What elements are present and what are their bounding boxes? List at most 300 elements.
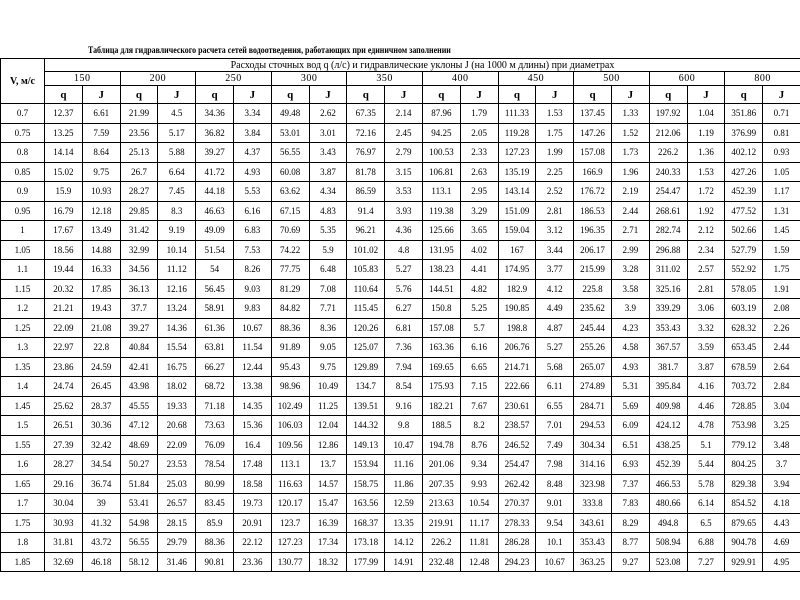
j-cell: 23.53: [158, 455, 196, 475]
q-cell: 66.27: [196, 357, 234, 377]
j-cell: 18.58: [233, 474, 271, 494]
diameter-header-row: [1, 72, 800, 86]
q-cell: 50.27: [120, 455, 158, 475]
q-cell: 245.44: [574, 318, 612, 338]
q-header: q: [498, 86, 536, 104]
j-cell: 4.43: [763, 513, 800, 533]
q-cell: 246.52: [498, 435, 536, 455]
j-cell: 1.91: [763, 279, 800, 299]
q-cell: 314.16: [574, 455, 612, 475]
q-cell: 240.33: [649, 162, 687, 182]
j-cell: 4.34: [309, 182, 347, 202]
q-cell: 26.51: [45, 416, 83, 436]
table-row: [1, 123, 800, 143]
velocity-cell: 1.1: [1, 260, 45, 280]
j-cell: 36.74: [82, 474, 120, 494]
table-row: [1, 318, 800, 338]
j-cell: 8.3: [158, 201, 196, 221]
q-cell: 466.53: [649, 474, 687, 494]
j-cell: 14.57: [309, 474, 347, 494]
q-cell: 63.62: [271, 182, 309, 202]
j-cell: 12.04: [309, 416, 347, 436]
j-cell: 6.93: [611, 455, 649, 475]
q-cell: 51.84: [120, 474, 158, 494]
j-cell: 23.36: [233, 552, 271, 572]
j-cell: 5.17: [158, 123, 196, 143]
q-cell: 39.27: [196, 143, 234, 163]
j-cell: 12.59: [385, 494, 423, 514]
j-cell: 9.83: [233, 299, 271, 319]
j-cell: 13.38: [233, 377, 271, 397]
q-cell: 123.7: [271, 513, 309, 533]
q-cell: 235.62: [574, 299, 612, 319]
q-header: q: [271, 86, 309, 104]
table-row: [1, 357, 800, 377]
j-cell: 14.88: [82, 240, 120, 260]
j-cell: 15.36: [233, 416, 271, 436]
q-cell: 151.09: [498, 201, 536, 221]
j-cell: 9.75: [309, 357, 347, 377]
q-cell: 311.02: [649, 260, 687, 280]
q-cell: 929.91: [725, 552, 763, 572]
q-cell: 166.9: [574, 162, 612, 182]
q-cell: 29.85: [120, 201, 158, 221]
j-cell: 2.44: [763, 338, 800, 358]
diameter-header: 600: [649, 72, 725, 86]
table-row: [1, 279, 800, 299]
table-row: [1, 435, 800, 455]
q-cell: 119.28: [498, 123, 536, 143]
j-cell: 3.12: [536, 221, 574, 241]
q-cell: 56.55: [120, 533, 158, 553]
q-cell: 225.8: [574, 279, 612, 299]
j-cell: 6.55: [536, 396, 574, 416]
j-cell: 2.12: [687, 221, 725, 241]
q-cell: 174.95: [498, 260, 536, 280]
q-cell: 54.98: [120, 513, 158, 533]
j-cell: 3.9: [611, 299, 649, 319]
hydraulic-table-container: [0, 58, 800, 572]
table-row: [1, 494, 800, 514]
velocity-cell: 1.05: [1, 240, 45, 260]
velocity-cell: 1.35: [1, 357, 45, 377]
q-cell: 829.38: [725, 474, 763, 494]
q-cell: 43.98: [120, 377, 158, 397]
j-cell: 16.75: [158, 357, 196, 377]
q-cell: 96.21: [347, 221, 385, 241]
q-cell: 176.72: [574, 182, 612, 202]
j-cell: 4.37: [233, 143, 271, 163]
q-cell: 84.82: [271, 299, 309, 319]
q-cell: 56.55: [271, 143, 309, 163]
q-cell: 44.18: [196, 182, 234, 202]
j-cell: 2.14: [385, 104, 423, 124]
q-cell: 198.8: [498, 318, 536, 338]
q-cell: 343.61: [574, 513, 612, 533]
j-cell: 21.08: [82, 318, 120, 338]
j-cell: 4.93: [233, 162, 271, 182]
velocity-cell: 0.8: [1, 143, 45, 163]
q-cell: 109.56: [271, 435, 309, 455]
q-cell: 502.66: [725, 221, 763, 241]
q-cell: 296.88: [649, 240, 687, 260]
q-cell: 31.81: [45, 533, 83, 553]
j-cell: 11.25: [309, 396, 347, 416]
q-cell: 63.81: [196, 338, 234, 358]
q-cell: 22.97: [45, 338, 83, 358]
j-cell: 17.34: [309, 533, 347, 553]
j-cell: 3.29: [460, 201, 498, 221]
velocity-cell: 1.45: [1, 396, 45, 416]
j-cell: 3.04: [763, 396, 800, 416]
q-cell: 125.66: [422, 221, 460, 241]
j-cell: 3.28: [611, 260, 649, 280]
q-cell: 49.09: [196, 221, 234, 241]
q-cell: 262.42: [498, 474, 536, 494]
q-cell: 381.7: [649, 357, 687, 377]
q-cell: 438.25: [649, 435, 687, 455]
q-cell: 91.4: [347, 201, 385, 221]
j-cell: 32.42: [82, 435, 120, 455]
j-cell: 0.71: [763, 104, 800, 124]
q-cell: 111.33: [498, 104, 536, 124]
q-cell: 34.36: [196, 104, 234, 124]
q-cell: 78.54: [196, 455, 234, 475]
q-cell: 81.29: [271, 279, 309, 299]
j-cell: 29.79: [158, 533, 196, 553]
q-cell: 32.99: [120, 240, 158, 260]
q-cell: 102.49: [271, 396, 309, 416]
j-cell: 4.8: [385, 240, 423, 260]
j-cell: 3.87: [309, 162, 347, 182]
q-cell: 201.06: [422, 455, 460, 475]
j-cell: 14.91: [385, 552, 423, 572]
j-cell: 2.64: [763, 357, 800, 377]
j-cell: 11.16: [385, 455, 423, 475]
q-cell: 36.13: [120, 279, 158, 299]
j-cell: 4.23: [611, 318, 649, 338]
q-cell: 182.9: [498, 279, 536, 299]
j-header: J: [536, 86, 574, 104]
q-cell: 98.96: [271, 377, 309, 397]
q-cell: 153.94: [347, 455, 385, 475]
j-cell: 4.58: [611, 338, 649, 358]
j-cell: 4.12: [536, 279, 574, 299]
diameter-header: 800: [725, 72, 800, 86]
table-caption: Расходы сточных вод q (л/с) и гидравлические уклоны J (на 1000 м длины) при диаметрах: [45, 59, 800, 72]
diameter-header: 350: [347, 72, 423, 86]
j-cell: 5.78: [687, 474, 725, 494]
j-cell: 16.4: [233, 435, 271, 455]
j-cell: 13.7: [309, 455, 347, 475]
j-cell: 31.46: [158, 552, 196, 572]
q-cell: 144.32: [347, 416, 385, 436]
q-cell: 854.52: [725, 494, 763, 514]
hydraulic-table: [0, 58, 800, 572]
j-cell: 16.33: [82, 260, 120, 280]
j-cell: 39: [82, 494, 120, 514]
q-cell: 39.27: [120, 318, 158, 338]
q-cell: 363.25: [574, 552, 612, 572]
j-cell: 3.43: [309, 143, 347, 163]
q-cell: 74.22: [271, 240, 309, 260]
q-cell: 254.47: [498, 455, 536, 475]
q-cell: 552.92: [725, 260, 763, 280]
j-cell: 1.75: [763, 260, 800, 280]
j-cell: 7.27: [687, 552, 725, 572]
table-row: [1, 416, 800, 436]
q-cell: 88.36: [271, 318, 309, 338]
j-cell: 3.01: [309, 123, 347, 143]
j-cell: 18.32: [309, 552, 347, 572]
j-cell: 9.05: [309, 338, 347, 358]
j-cell: 7.53: [233, 240, 271, 260]
velocity-cell: 1.7: [1, 494, 45, 514]
q-cell: 678.59: [725, 357, 763, 377]
j-cell: 11.86: [385, 474, 423, 494]
j-cell: 4.5: [158, 104, 196, 124]
q-cell: 294.53: [574, 416, 612, 436]
q-cell: 20.32: [45, 279, 83, 299]
q-cell: 53.01: [271, 123, 309, 143]
q-cell: 265.07: [574, 357, 612, 377]
j-cell: 2.44: [611, 201, 649, 221]
j-cell: 3.58: [611, 279, 649, 299]
q-cell: 207.35: [422, 474, 460, 494]
j-cell: 10.49: [309, 377, 347, 397]
j-header: J: [460, 86, 498, 104]
q-cell: 41.72: [196, 162, 234, 182]
j-cell: 4.41: [460, 260, 498, 280]
q-cell: 173.18: [347, 533, 385, 553]
q-cell: 188.5: [422, 416, 460, 436]
j-cell: 7.37: [611, 474, 649, 494]
j-cell: 10.54: [460, 494, 498, 514]
j-cell: 1.33: [611, 104, 649, 124]
j-cell: 19.43: [82, 299, 120, 319]
j-cell: 26.45: [82, 377, 120, 397]
q-cell: 110.64: [347, 279, 385, 299]
j-cell: 2.62: [309, 104, 347, 124]
j-cell: 6.16: [460, 338, 498, 358]
qj-header-row: [1, 86, 800, 104]
j-cell: 8.54: [385, 377, 423, 397]
j-cell: 7.98: [536, 455, 574, 475]
j-cell: 1.72: [687, 182, 725, 202]
q-cell: 22.09: [45, 318, 83, 338]
j-cell: 1.92: [687, 201, 725, 221]
q-cell: 232.48: [422, 552, 460, 572]
q-cell: 119.38: [422, 201, 460, 221]
j-cell: 9.34: [460, 455, 498, 475]
velocity-cell: 1.25: [1, 318, 45, 338]
j-cell: 3.48: [763, 435, 800, 455]
q-header: q: [45, 86, 83, 104]
j-cell: 6.88: [687, 533, 725, 553]
q-cell: 163.36: [422, 338, 460, 358]
q-cell: 230.61: [498, 396, 536, 416]
q-cell: 129.89: [347, 357, 385, 377]
q-cell: 325.16: [649, 279, 687, 299]
q-cell: 48.69: [120, 435, 158, 455]
q-cell: 100.53: [422, 143, 460, 163]
j-cell: 2.57: [687, 260, 725, 280]
velocity-cell: 1.3: [1, 338, 45, 358]
j-cell: 4.87: [536, 318, 574, 338]
q-cell: 527.79: [725, 240, 763, 260]
table-row: [1, 338, 800, 358]
q-cell: 523.08: [649, 552, 687, 572]
j-cell: 7.45: [158, 182, 196, 202]
q-cell: 34.56: [120, 260, 158, 280]
q-cell: 255.26: [574, 338, 612, 358]
q-cell: 86.59: [347, 182, 385, 202]
q-header: q: [422, 86, 460, 104]
j-cell: 8.76: [460, 435, 498, 455]
q-cell: 213.63: [422, 494, 460, 514]
q-cell: 25.13: [120, 143, 158, 163]
j-header: J: [233, 86, 271, 104]
velocity-cell: 1.65: [1, 474, 45, 494]
velocity-cell: 1.4: [1, 377, 45, 397]
j-cell: 4.69: [763, 533, 800, 553]
q-cell: 143.14: [498, 182, 536, 202]
q-cell: 138.23: [422, 260, 460, 280]
table-row: [1, 513, 800, 533]
j-cell: 30.36: [82, 416, 120, 436]
j-cell: 3.44: [536, 240, 574, 260]
q-cell: 60.08: [271, 162, 309, 182]
table-row: [1, 552, 800, 572]
j-cell: 5.7: [460, 318, 498, 338]
j-cell: 7.71: [309, 299, 347, 319]
j-cell: 9.93: [460, 474, 498, 494]
q-cell: 27.39: [45, 435, 83, 455]
q-cell: 73.63: [196, 416, 234, 436]
j-cell: 4.93: [611, 357, 649, 377]
j-cell: 13.24: [158, 299, 196, 319]
j-cell: 1.45: [763, 221, 800, 241]
q-cell: 167: [498, 240, 536, 260]
q-cell: 28.27: [45, 455, 83, 475]
q-cell: 175.93: [422, 377, 460, 397]
j-cell: 13.49: [82, 221, 120, 241]
q-cell: 274.89: [574, 377, 612, 397]
j-cell: 4.16: [687, 377, 725, 397]
j-cell: 13.35: [385, 513, 423, 533]
j-cell: 2.71: [611, 221, 649, 241]
q-cell: 353.43: [574, 533, 612, 553]
j-cell: 1.04: [687, 104, 725, 124]
q-cell: 879.65: [725, 513, 763, 533]
table-row: [1, 474, 800, 494]
j-cell: 4.78: [687, 416, 725, 436]
q-cell: 278.33: [498, 513, 536, 533]
document-title: Таблица для гидравлического расчета сетей водоотведения, работающих при единичном заполнении: [88, 45, 451, 55]
j-cell: 43.72: [82, 533, 120, 553]
j-cell: 18.02: [158, 377, 196, 397]
j-cell: 5.44: [687, 455, 725, 475]
q-cell: 779.12: [725, 435, 763, 455]
j-cell: 11.12: [158, 260, 196, 280]
q-cell: 182.21: [422, 396, 460, 416]
velocity-cell: 1.55: [1, 435, 45, 455]
j-cell: 3.34: [233, 104, 271, 124]
j-cell: 6.27: [385, 299, 423, 319]
j-cell: 5.1: [687, 435, 725, 455]
j-cell: 1.31: [763, 201, 800, 221]
q-cell: 157.08: [422, 318, 460, 338]
table-row: [1, 299, 800, 319]
velocity-cell: 1.2: [1, 299, 45, 319]
q-cell: 753.98: [725, 416, 763, 436]
j-cell: 6.61: [82, 104, 120, 124]
j-header: J: [309, 86, 347, 104]
q-cell: 25.62: [45, 396, 83, 416]
velocity-cell: 0.85: [1, 162, 45, 182]
velocity-cell: 0.7: [1, 104, 45, 124]
velocity-cell: 0.9: [1, 182, 45, 202]
q-cell: 17.67: [45, 221, 83, 241]
q-cell: 169.65: [422, 357, 460, 377]
q-cell: 120.26: [347, 318, 385, 338]
j-cell: 12.18: [82, 201, 120, 221]
q-cell: 13.25: [45, 123, 83, 143]
velocity-cell: 1: [1, 221, 45, 241]
j-cell: 7.67: [460, 396, 498, 416]
q-cell: 653.45: [725, 338, 763, 358]
j-cell: 2.34: [687, 240, 725, 260]
velocity-cell: 0.75: [1, 123, 45, 143]
q-cell: 215.99: [574, 260, 612, 280]
q-cell: 36.82: [196, 123, 234, 143]
j-cell: 3.94: [763, 474, 800, 494]
table-row: [1, 533, 800, 553]
q-cell: 61.36: [196, 318, 234, 338]
j-cell: 5.35: [309, 221, 347, 241]
table-row: [1, 143, 800, 163]
velocity-cell: 1.5: [1, 416, 45, 436]
j-cell: 3.65: [460, 221, 498, 241]
q-cell: 67.15: [271, 201, 309, 221]
j-cell: 20.91: [233, 513, 271, 533]
velocity-cell: 1.6: [1, 455, 45, 475]
q-cell: 42.41: [120, 357, 158, 377]
q-cell: 477.52: [725, 201, 763, 221]
q-cell: 85.9: [196, 513, 234, 533]
table-row: [1, 162, 800, 182]
q-cell: 46.63: [196, 201, 234, 221]
j-cell: 3.15: [385, 162, 423, 182]
j-cell: 1.19: [687, 123, 725, 143]
j-cell: 1.53: [687, 162, 725, 182]
j-cell: 3.7: [763, 455, 800, 475]
q-cell: 28.27: [120, 182, 158, 202]
table-row: [1, 377, 800, 397]
q-cell: 94.25: [422, 123, 460, 143]
q-cell: 804.25: [725, 455, 763, 475]
q-cell: 87.96: [422, 104, 460, 124]
j-cell: 6.81: [385, 318, 423, 338]
j-cell: 7.49: [536, 435, 574, 455]
q-cell: 31.42: [120, 221, 158, 241]
j-cell: 3.87: [687, 357, 725, 377]
j-cell: 3.93: [385, 201, 423, 221]
table-row: [1, 182, 800, 202]
q-cell: 628.32: [725, 318, 763, 338]
q-cell: 130.77: [271, 552, 309, 572]
q-cell: 904.78: [725, 533, 763, 553]
